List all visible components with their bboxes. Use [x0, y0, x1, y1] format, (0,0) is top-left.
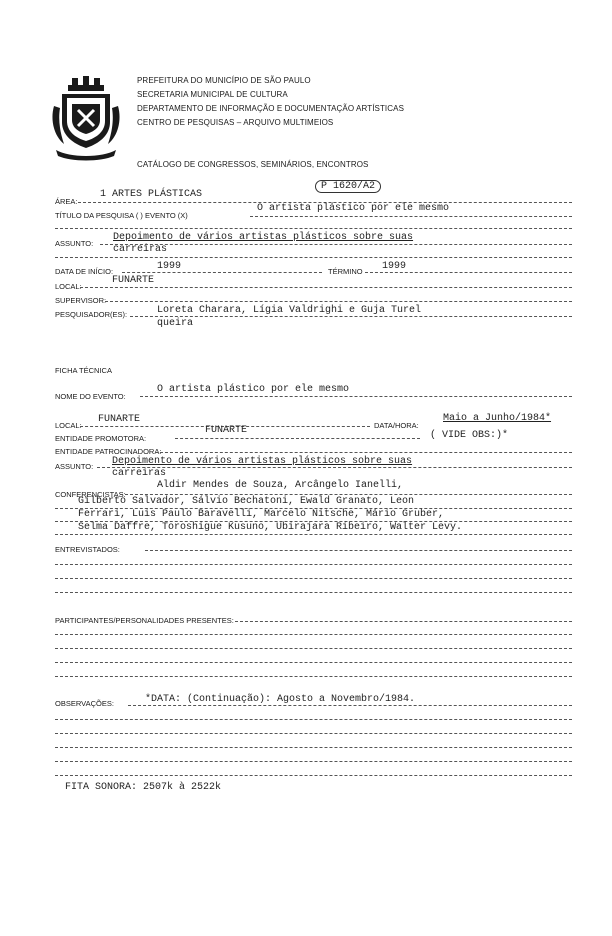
observacoes-value: *DATA: (Continuação): Agosto a Novembro/1984. — [145, 694, 416, 705]
assunto-label: ASSUNTO: — [55, 239, 94, 248]
reference-stamp: P 1620/A2 — [315, 180, 381, 193]
nome-evento-value: O artista plástico por ele mesmo — [157, 384, 350, 395]
titulo-value: O artista plástico por ele mesmo — [257, 203, 450, 214]
area-label: ÁREA: — [55, 197, 78, 206]
header-line-2: SECRETARIA MUNICIPAL DE CULTURA — [137, 90, 288, 99]
conferencistas-label: CONFERENCISTAS: — [55, 490, 126, 499]
entidade-promotora-value: FUNARTE — [205, 425, 248, 436]
pesquisadores-value-line1: Loreta Charara, Lígia Valdrighi e Guja Turel — [157, 305, 422, 316]
nome-evento-label: NOME DO EVENTO: — [55, 392, 126, 401]
conferencistas-line1: Aldir Mendes de Souza, Arcângelo Ianelli, — [157, 480, 404, 491]
conferencistas-line2: Gilberto Salvador, Sálvio Bechatoni, Ewald Granato, Leon — [78, 496, 415, 507]
observacoes-label: OBSERVAÇÕES: — [55, 699, 114, 708]
catalog-title: CATÁLOGO DE CONGRESSOS, SEMINÁRIOS, ENCONTROS — [137, 160, 369, 169]
ficha-assunto-label: ASSUNTO: — [55, 462, 94, 471]
local-label: LOCAL: — [55, 282, 82, 291]
fita-sonora: FITA SONORA: 2507k à 2522k — [65, 782, 222, 793]
termino-label: TÉRMINO — [328, 267, 363, 276]
header-line-1: PREFEITURA DO MUNICÍPIO DE SÃO PAULO — [137, 76, 311, 85]
data-inicio-label: DATA DE INÍCIO: — [55, 267, 114, 276]
header-line-4: CENTRO DE PESQUISAS – ARQUIVO MULTIMEIOS — [137, 118, 334, 127]
ficha-tecnica-title: FICHA TÉCNICA — [55, 366, 112, 375]
conferencistas-line3: Ferrari, Luis Paulo Baravelli, Marcelo Nitsche, Mário Gruber, — [78, 509, 445, 520]
supervisor-label: SUPERVISOR: — [55, 296, 107, 305]
ficha-local-value: FUNARTE — [98, 414, 141, 425]
pesquisadores-value-line2: queira — [157, 318, 194, 329]
pesquisadores-label: PESQUISADOR(ES): — [55, 310, 128, 319]
conferencistas-line4: Selma Daffre, Toroshigue Kusuno, Ubirajara Ribeiro, Walter Levy. — [78, 522, 463, 533]
local-value: FUNARTE — [112, 275, 155, 286]
datahora-label: DATA/HORA: — [374, 421, 419, 430]
assunto-value-line2: carreiras — [113, 244, 168, 255]
entidade-patrocinadora-label: ENTIDADE PATROCINADORA: — [55, 447, 162, 456]
ficha-assunto-value-line1: Depoimento de vários artistas plásticos sobre suas — [112, 456, 413, 467]
assunto-value-line1: Depoimento de vários artistas plásticos sobre suas — [113, 232, 414, 243]
coat-of-arms-logo — [50, 76, 122, 162]
area-value: 1 ARTES PLÁSTICAS — [100, 189, 203, 200]
participantes-label: PARTICIPANTES/PERSONALIDADES PRESENTES: — [55, 616, 234, 625]
titulo-label: TÍTULO DA PESQUISA ( ) EVENTO (X) — [55, 211, 188, 220]
termino-value: 1999 — [382, 261, 407, 272]
header-line-3: DEPARTAMENTO DE INFORMAÇÃO E DOCUMENTAÇÃO ARTÍSTICAS — [137, 104, 405, 113]
datahora-value: Maio a Junho/1984* — [443, 413, 552, 424]
obs-reference: ( VIDE OBS:)* — [430, 430, 509, 441]
ficha-local-label: LOCAL: — [55, 421, 82, 430]
data-inicio-value: 1999 — [157, 261, 182, 272]
entrevistados-label: ENTREVISTADOS: — [55, 545, 120, 554]
ficha-assunto-value-line2: carreiras — [112, 468, 167, 479]
entidade-promotora-label: ENTIDADE PROMOTORA: — [55, 434, 147, 443]
